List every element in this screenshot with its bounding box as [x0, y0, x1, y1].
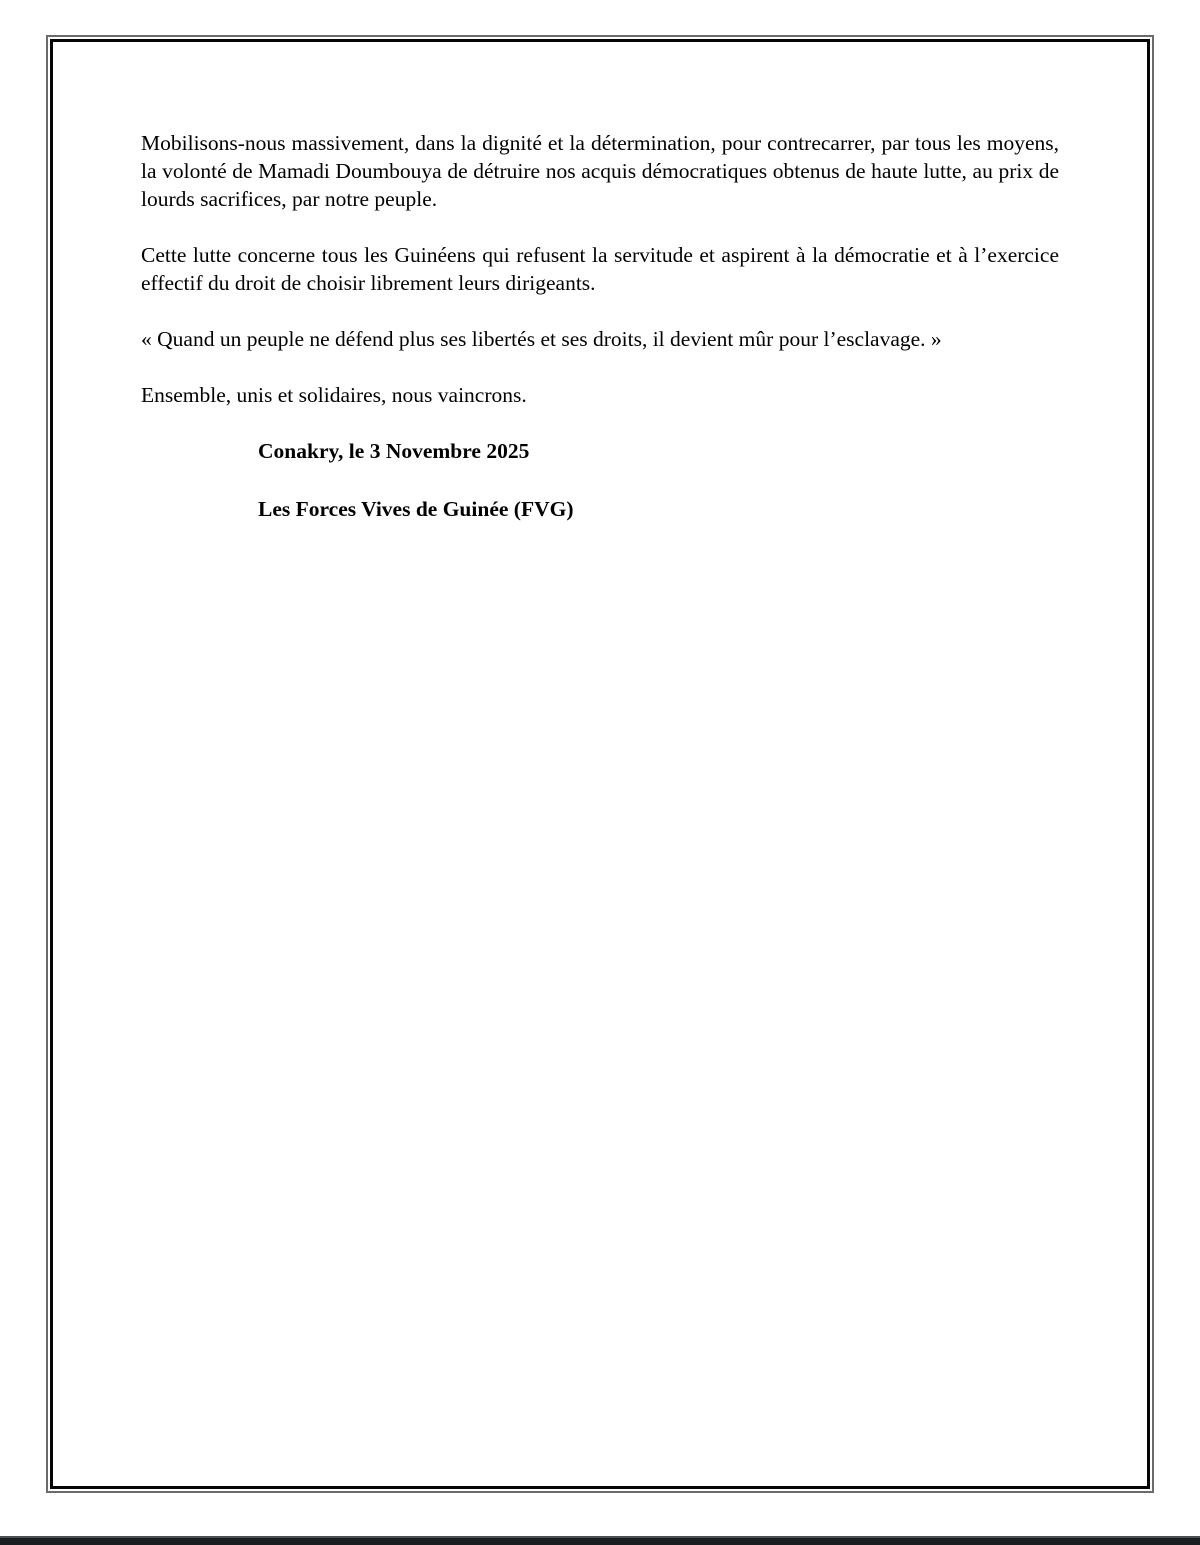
page-border-inner	[50, 39, 1150, 1489]
paragraph-quote: « Quand un peuple ne défend plus ses libertés et ses droits, il devient mûr pour l’esclavage. »	[141, 327, 942, 351]
viewport-bottom-bar	[0, 1536, 1200, 1545]
page-border-outer	[46, 35, 1154, 1493]
signature-date-line: Conakry, le 3 Novembre 2025	[258, 439, 530, 463]
paragraph-lutte: Cette lutte concerne tous les Guinéens qui refusent la servitude et aspirent à la démocratie et à l’exercice effectif du droit de choisir librement leurs dirigeants.	[141, 243, 1059, 295]
signature-org-line: Les Forces Vives de Guinée (FVG)	[258, 497, 574, 521]
paragraph-mobilisation: Mobilisons-nous massivement, dans la dignité et la détermination, pour contrecarrer, par tous les moyens, la volonté de Mamadi Doumbouya de détruire nos acquis démocratiques obtenus de haute lutte, au prix de lourds sacrifices, par notre peuple.	[141, 131, 1059, 211]
paragraph-ensemble: Ensemble, unis et solidaires, nous vaincrons.	[141, 383, 527, 407]
document-body	[53, 42, 1147, 1486]
